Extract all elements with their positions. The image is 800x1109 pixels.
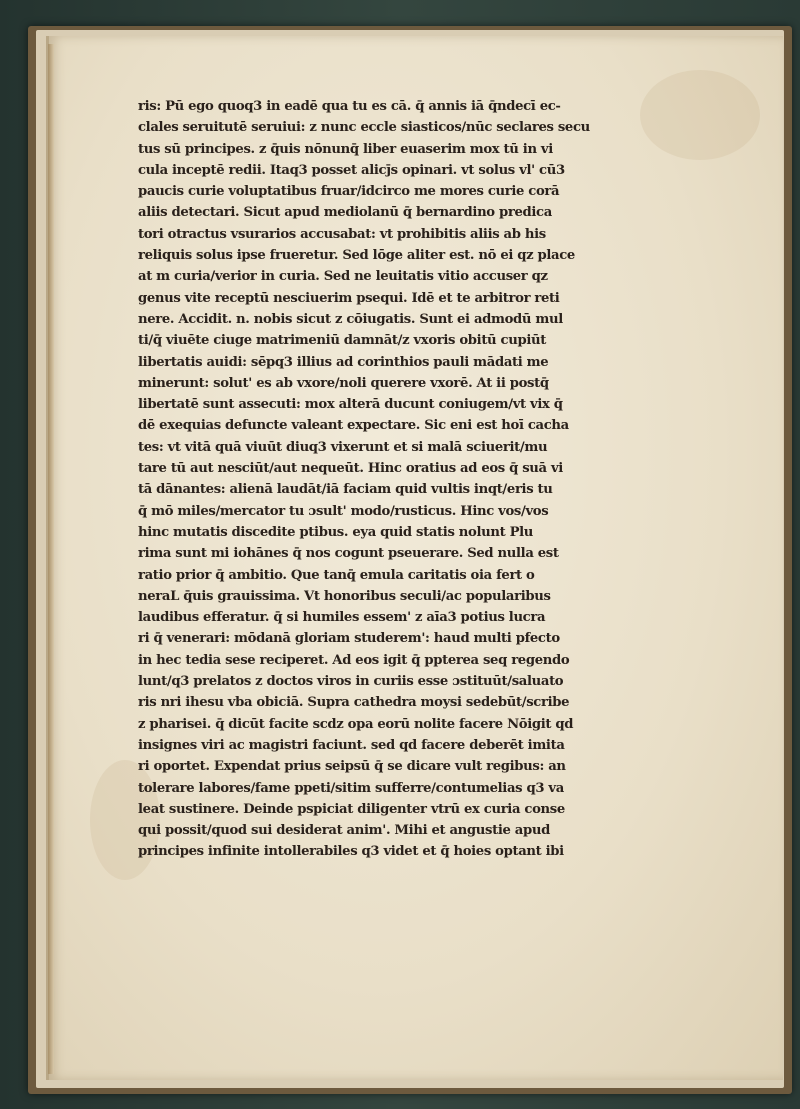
- text-line: tori otractus vsurarios accusabat: vt prohibitis aliis ab his: [138, 226, 546, 242]
- text-line: tus sū principes. z q̄uis nōnunq̄ liber euaserim mox tū in vi: [138, 141, 553, 157]
- text-line: aliis detectari. Sicut apud mediolanū q̄ bernardino predica: [138, 205, 552, 221]
- text-line: q̄ mō miles/mercator tu ɔsult' modo/rusticus. Hinc vos/vos: [138, 503, 549, 519]
- text-line: laudibus efferatur. q̄ si humiles essem' z aīa3 potius lucra: [138, 610, 546, 626]
- text-line: libertatē sunt assecuti: mox alterā ducunt coniugem/vt vix q̄: [138, 397, 563, 413]
- text-line: ris: Pū ego quoq3 in eadē qua tu es cā. q̄ annis iā q̄ndecī ec-: [138, 99, 561, 114]
- text-line: ratio prior q̄ ambitio. Que tanq̄ emula caritatis oia fert o: [138, 567, 535, 583]
- text-line: genus vite receptū nesciuerim psequi. Idē et te arbitror reti: [138, 290, 560, 306]
- text-line: insignes viri ac magistri faciunt. sed qd facere deberēt imita: [138, 737, 565, 753]
- text-line: z pharisei. q̄ dicūt facite scdz opa eorū nolite facere Nōigit qd: [138, 716, 574, 732]
- text-line: lunt/q3 prelatos z doctos viros in curiis esse ɔstituūt/saluato: [138, 674, 564, 690]
- text-line: tare tū aut nesciūt/aut nequeūt. Hinc oratius ad eos q̄ suā vi: [138, 461, 563, 477]
- text-line: neraL q̄uis grauissima. Vt honoribus seculi/ac popularibus: [138, 588, 551, 604]
- text-line: dē exequias defuncte valeant expectare. Sic eni est hoī cacha: [138, 418, 569, 434]
- text-line: tes: vt vitā quā viuūt diuq3 vixerunt et si malā sciuerit/mu: [138, 439, 548, 455]
- text-line: rima sunt mi iohānes q̄ nos cogunt pseuerare. Sed nulla est: [138, 546, 559, 562]
- text-line: qui possit/quod sui desiderat anim'. Mihi et angustie apud: [138, 823, 550, 839]
- text-line: in hec tedia sese reciperet. Ad eos igit q̄ ppterea seq regendo: [138, 652, 570, 668]
- text-line: minerunt: solut' es ab vxore/noli querere vxorē. At ii postq̄: [138, 375, 549, 391]
- text-line: ris nri ihesu vba obiciā. Supra cathedra moysi sedebūt/scribe: [138, 695, 570, 711]
- text-line: tā dānantes: alienā laudāt/iā faciam quid vultis inqt/eris tu: [138, 482, 553, 498]
- incunable-text-block: [138, 96, 686, 863]
- text-line: ti/q̄ viuēte ciuge matrimeniū damnāt/z vxoris obitū cupiūt: [138, 333, 546, 349]
- text-line: ri oportet. Expendat prius seipsū q̄ se dicare vult regibus: an: [138, 759, 566, 775]
- text-line: cula inceptē redii. Itaq3 posset alicj̄s opinari. vt solus vl' cū3: [138, 162, 565, 178]
- text-line: nere. Accidit. n. nobis sicut z cōiugatis. Sunt ei admodū mul: [138, 311, 563, 327]
- text-line: reliquis solus ipse frueretur. Sed lōge aliter est. nō ei qz place: [138, 248, 575, 264]
- text-line: hinc mutatis discedite ptibus. eya quid statis nolunt Plu: [138, 524, 534, 540]
- text-line: principes infinite intollerabiles q3 videt et q̄ hoies optant ibi: [138, 844, 564, 860]
- text-line: at m curia/verior in curia. Sed ne leuitatis vitio accuser qz: [138, 269, 548, 285]
- book-binding: [48, 44, 54, 1074]
- text-line: clales seruitutē seruiui: z nunc eccle siasticos/nūc seclares secu: [138, 120, 590, 136]
- text-line: libertatis auidi: sēpq3 illius ad corinthios pauli mādati me: [138, 354, 549, 370]
- text-line: ri q̄ venerari: mōdanā gloriam studerem': haud multi pfecto: [138, 631, 560, 647]
- text-line: tolerare labores/fame ppeti/sitim sufferre/contumelias q3 va: [138, 780, 564, 796]
- text-line: paucis curie voluptatibus fruar/idcirco me mores curie corā: [138, 184, 560, 200]
- text-line: leat sustinere. Deinde pspiciat diligenter vtrū ex curia conse: [138, 801, 565, 817]
